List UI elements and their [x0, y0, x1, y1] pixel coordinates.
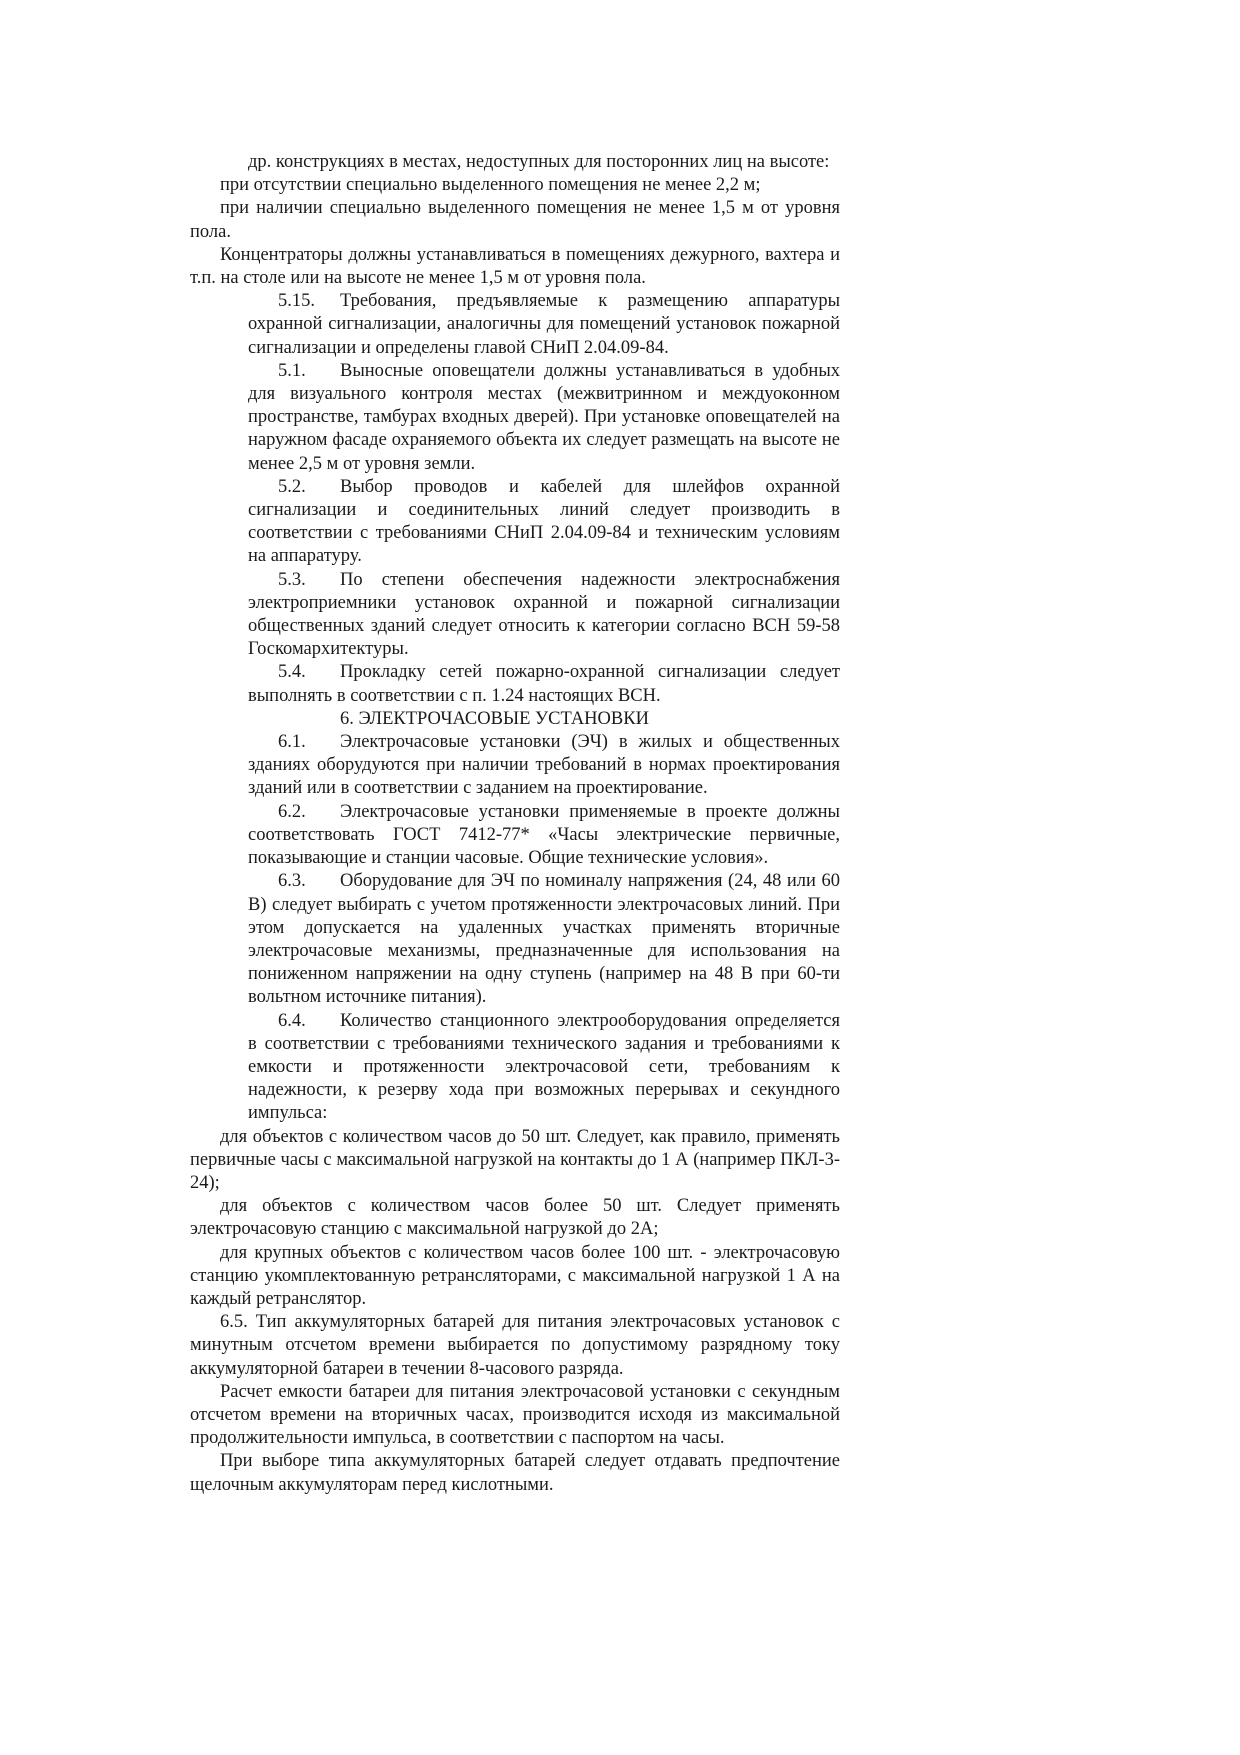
clause-number: 5.2. [278, 476, 306, 497]
clause-number: 6.4. [278, 1010, 306, 1031]
clause-5-3 [190, 569, 840, 662]
paragraph-objects-over-50: для объектов с количеством часов более 50 шт. Следует применять электрочасовую станцию с максимальной нагрузкой до 2А; [190, 1196, 840, 1240]
clause-6-4 [190, 1010, 840, 1126]
paragraph-battery-capacity: Расчет емкости батареи для питания электрочасовой установки с секундным отсчетом времени на вторичных часах, производится исходя из максимальной продолжительности импульса, в соответствии с паспортом на часы. [190, 1381, 840, 1449]
paragraph-battery-choice: При выборе типа аккумуляторных батарей следует отдавать предпочтение щелочным аккумуляторам перед кислотными. [190, 1451, 840, 1495]
clause-text: Выносные оповещатели должны устанавливаться в удобных для визуального контроля местах (межвитринном и междуоконном пространстве, тамбурах входных дверей). При установке оповещателей на наружном фасаде охраняемого объекта их следует размещать на высоте не менее 2,5 м от уровня земли. [248, 360, 840, 474]
clause-text: Оборудование для ЭЧ по номиналу напряжения (24, 48 или 60 В) следует выбирать с учетом протяженности электрочасовых линий. При этом допускается на удаленных участках применять вторичные электрочасовые механизмы, предназначенные для использования на пониженном напряжении на одну ступень (например на 48 В при 60-ти вольтном источнике питания). [248, 871, 840, 1008]
clause-number: 6.2. [278, 801, 306, 822]
clause-text: Электрочасовые установки (ЭЧ) в жилых и общественных зданиях оборудуются при наличии требований в нормах проектирования зданий или в соответствии с заданием на проектирование. [248, 732, 840, 799]
clause-6-3 [190, 870, 840, 1009]
paragraph-objects-over-100: для крупных объектов с количеством часов более 100 шт. - электрочасовую станцию укомплектованную ретрансляторами, с максимальной нагрузкой 1 А на каждый ретранслятор. [190, 1242, 840, 1309]
document-page [190, 151, 840, 1497]
clause-text: Прокладку сетей пожарно-охранной сигнализации следует выполнять в соответствии с п. 1.24 настоящих ВСН. [248, 662, 840, 706]
clause-6-1 [190, 731, 840, 801]
clause-number: 5.1. [278, 360, 306, 381]
clause-number: 5.4. [278, 662, 306, 683]
clause-5-1 [190, 360, 840, 476]
clause-text: Электрочасовые установки применяемые в проекте должны соответствовать ГОСТ 7412-77* «Часы электрические первичные, показывающие и станции часовые. Общие технические условия». [248, 801, 840, 869]
clause-number: 6.3. [278, 871, 306, 892]
clause-5-2 [190, 476, 840, 569]
paragraph-objects-under-50: для объектов с количеством часов до 50 шт. Следует, как правило, применять первичные часы с максимальной нагрузкой на контакты до 1 А (например ПКЛ-3-24); [190, 1126, 840, 1193]
clause-text: По степени обеспечения надежности электроснабжения электроприемники установок охранной и пожарной сигнализации общественных зданий следует относить к категории согласно ВСН 59-58 Госкомархитектуры. [248, 569, 840, 660]
clause-5-4 [190, 661, 840, 707]
paragraph-placement-height: др. конструкциях в местах, недоступных для посторонних лиц на высоте: [248, 152, 830, 172]
paragraph-dedicated-room: при наличии специально выделенного помещения не менее 1,5 м от уровня пола. [190, 198, 840, 242]
clause-6-5: 6.5. Тип аккумуляторных батарей для питания электрочасовых установок с минутным отсчетом времени выбирается по допустимому разрядному току аккумуляторной батареи в течении 8-часового разряда. [190, 1312, 840, 1379]
clause-text: Требования, предъявляемые к размещению аппаратуры охранной сигнализации, аналогичны для помещений установок пожарной сигнализации и определены главой СНиП 2.04.09-84. [248, 291, 840, 358]
clause-number: 5.15. [278, 291, 315, 312]
clause-6-2 [190, 801, 840, 871]
clause-text: Выбор проводов и кабелей для шлейфов охранной сигнализации и соединительных линий следует производить в соответствии с требованиями СНиП 2.04.09-84 и техническим условиям на аппаратуру. [248, 476, 840, 567]
clause-text: Количество станционного электрооборудования определяется в соответствии с требованиями технического задания и требованиями к емкости и протяженности электрочасовой сети, требованиям к надежности, к резерву хода при возможных перерывах и секундного импульса: [248, 1010, 840, 1124]
clause-number: 6.1. [278, 732, 306, 753]
clause-5-15 [190, 290, 840, 360]
paragraph-no-dedicated-room: при отсутствии специально выделенного помещения не менее 2,2 м; [220, 175, 761, 196]
clause-number: 5.3. [278, 569, 306, 590]
section-heading-6: 6. ЭЛЕКТРОЧАСОВЫЕ УСТАНОВКИ [340, 708, 649, 729]
paragraph-concentrators: Концентраторы должны устанавливаться в помещениях дежурного, вахтера и т.п. на столе или на высоте не менее 1,5 м от уровня пола. [190, 244, 840, 289]
